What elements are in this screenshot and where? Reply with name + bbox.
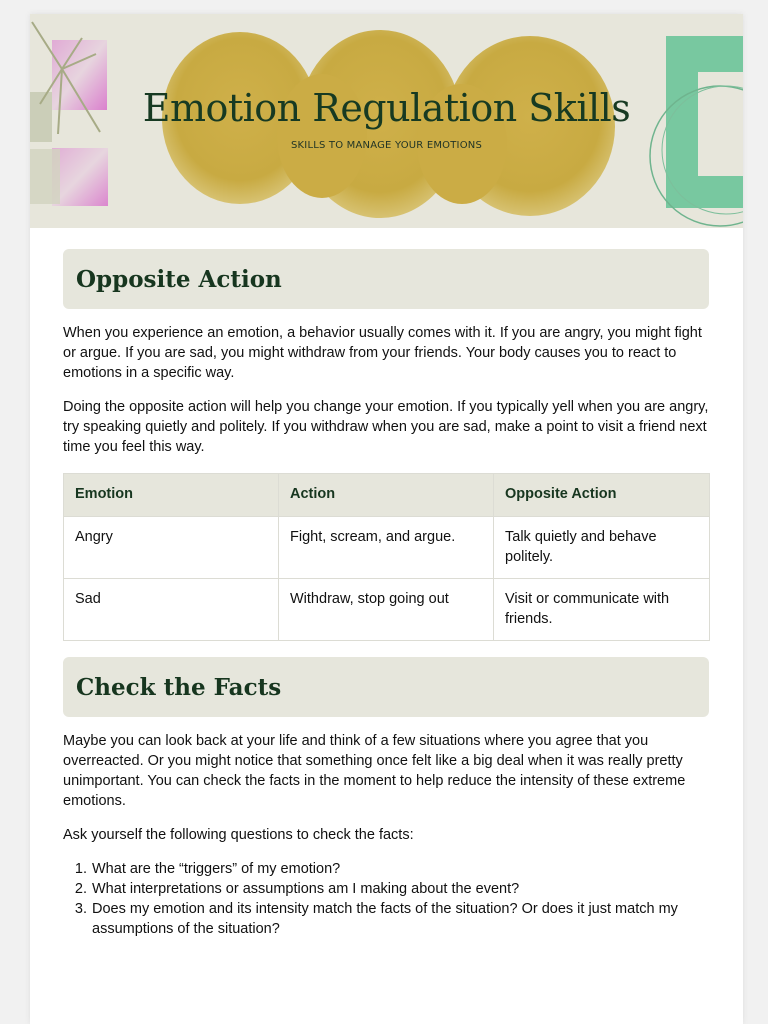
column-header: Action xyxy=(279,474,494,517)
column-header: Opposite Action xyxy=(494,474,710,517)
table-cell: Visit or communicate with friends. xyxy=(494,579,710,641)
paragraph: Maybe you can look back at your life and think of a few situations where you agree that you overreacted. Or you might notice that something once felt like a big deal when it was really pretty unimportant. You can check the facts in the moment to help reduce the intensity of these extreme emotions. xyxy=(63,733,686,809)
banner-title: Emotion Regulation Skills xyxy=(142,86,631,130)
list-item: 2. What interpretations or assumptions am I making about the event? xyxy=(91,879,709,899)
mint-square-shape xyxy=(650,36,743,226)
table-cell: Withdraw, stop going out xyxy=(279,579,494,641)
list-item: 1. What are the “triggers” of my emotion? xyxy=(91,859,709,879)
table-cell: Fight, scream, and argue. xyxy=(279,517,494,579)
section-title: Opposite Action xyxy=(76,265,282,293)
paragraph: Ask yourself the following questions to check the facts: xyxy=(63,827,414,843)
table-row xyxy=(64,579,710,641)
section-header-check-the-facts xyxy=(63,657,709,717)
document-page xyxy=(30,14,743,1024)
banner-subtitle: SKILLS TO MANAGE YOUR EMOTIONS xyxy=(291,140,482,151)
section-title: Check the Facts xyxy=(76,673,282,701)
paragraph: When you experience an emotion, a behavior usually comes with it. If you are angry, you might fight or argue. If you are sad, you might withdraw from your friends. Your body causes you to react to emotions in a specific way. xyxy=(63,325,702,381)
table-cell: Talk quietly and behave politely. xyxy=(494,517,710,579)
emotion-action-table xyxy=(63,473,710,641)
list-item: 3. Does my emotion and its intensity match the facts of the situation? Or does it just match my assumptions of the situation? xyxy=(91,899,709,939)
paragraph: Doing the opposite action will help you change your emotion. If you typically yell when you are angry, try speaking quietly and politely. If you withdraw when you are sad, make a point to visit a friend next time you feel this way. xyxy=(63,399,709,455)
column-header: Emotion xyxy=(64,474,279,517)
table-cell: Sad xyxy=(64,579,279,641)
section-header-opposite-action xyxy=(63,249,709,309)
table-cell: Angry xyxy=(64,517,279,579)
questions-list xyxy=(63,859,709,939)
page-content xyxy=(63,249,709,939)
table-row xyxy=(64,517,710,579)
table-header-row xyxy=(64,474,710,517)
header-banner xyxy=(30,14,743,228)
